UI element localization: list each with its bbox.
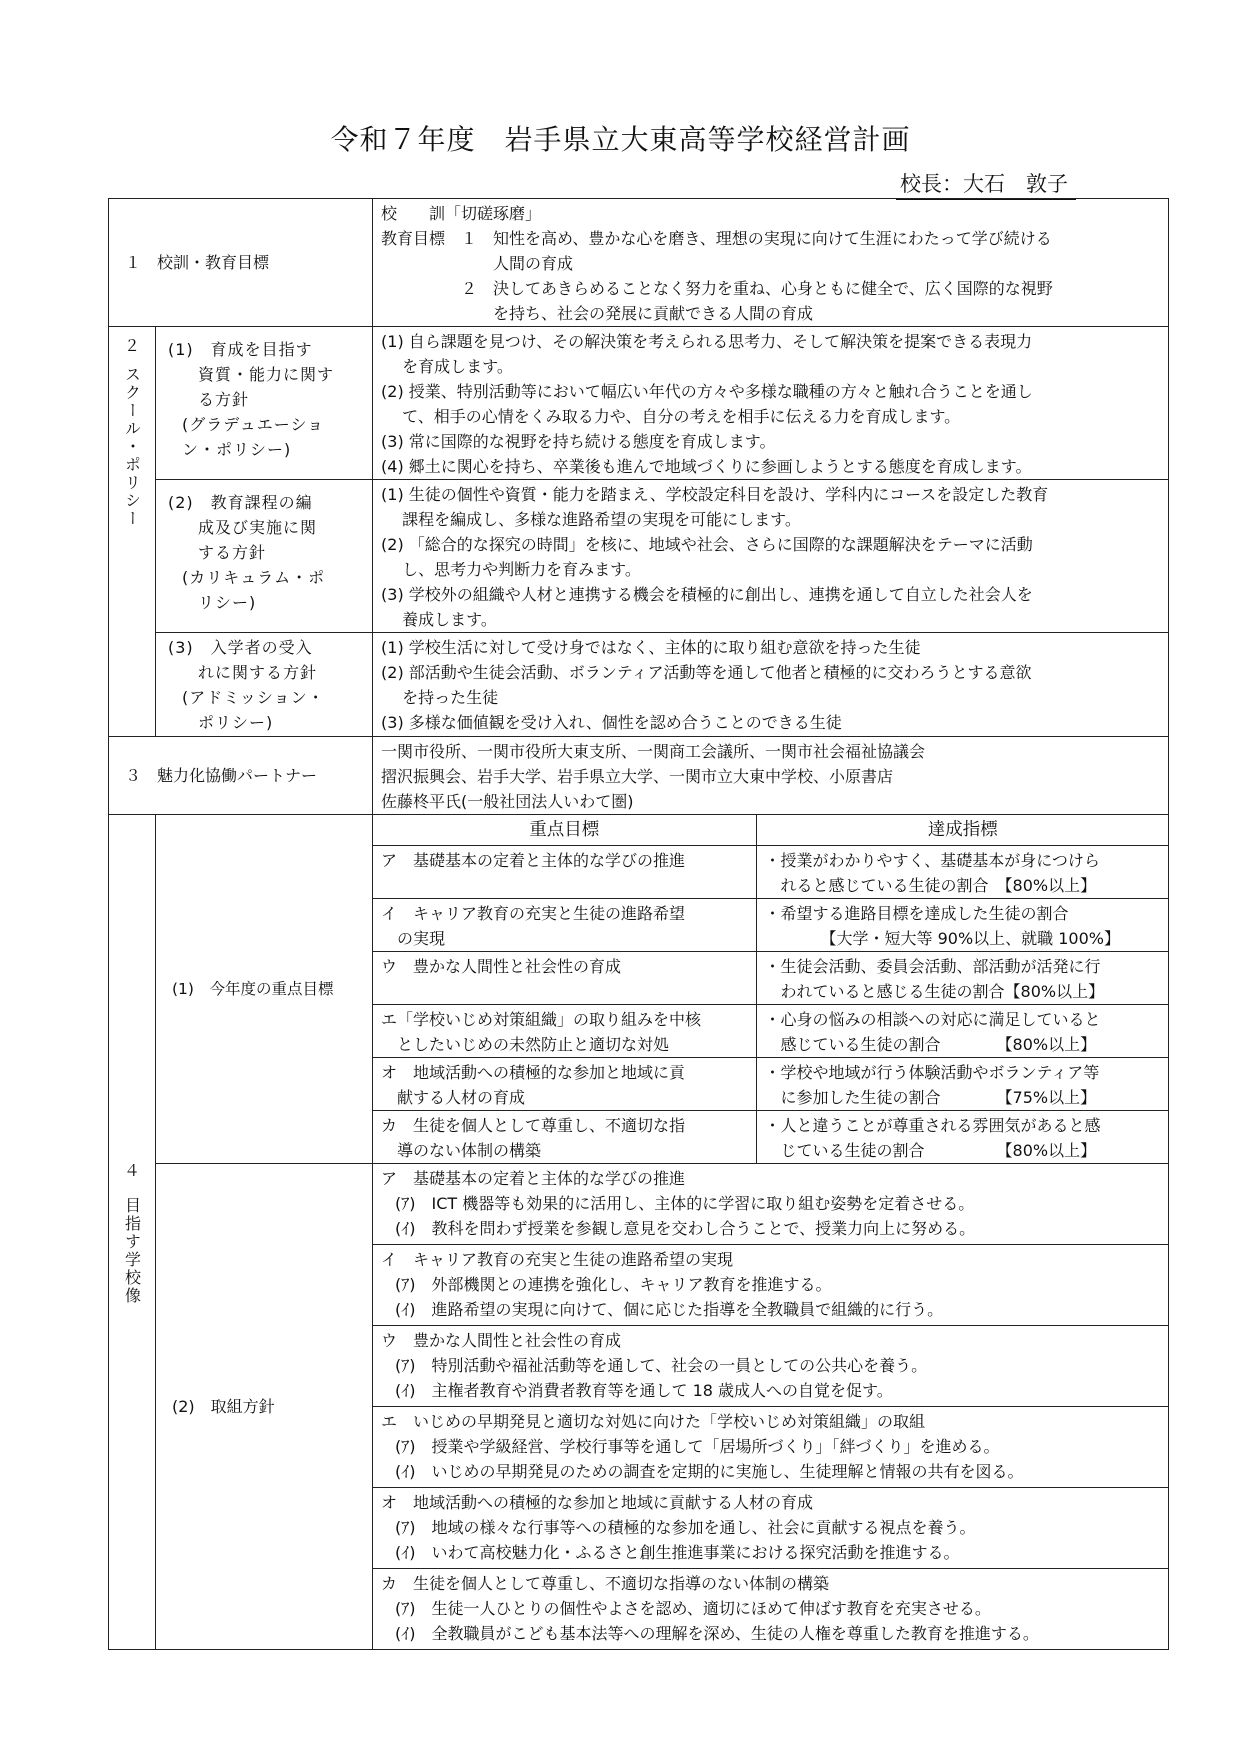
approach-item: (ｱ) 特別活動や福祉活動等を通して、社会の一員としての公共心を養う。 [395,1356,928,1375]
indicator-text: ・授業がわかりやすく、基礎基本が身につけら [764,851,1100,870]
section-3-label: ３ 魅力化協働パートナー [109,737,373,815]
approach-item: (ｱ) ICT 機器等も効果的に活用し、主体的に学習に取り組む姿勢を定着させる。 [395,1194,975,1213]
goal-text: イ キャリア教育の充実と生徒の進路希望 [381,904,686,923]
indicator-text: われていると感じる生徒の割合【80%以上】 [764,982,1105,1001]
partner-line: 佐藤柊平氏(一般社団法人いわて圏) [381,792,634,811]
indicator-text: ・人と違うことが尊重される雰囲気があると感 [764,1116,1101,1135]
policy-approach-cell [373,1164,1169,1650]
goal-line: 教育目標 １ 知性を高め、豊かな心を磨き、理想の実現に向けて生涯にわたって学び続ける [381,229,1052,248]
policy-item: (2) 「総合的な探究の時間」を核に、地域や社会、さらに国際的な課題解決をテーマに活動 [381,535,1033,554]
policy-approach-label: (2) 取組方針 [156,1164,373,1650]
indicator-cell [756,1058,1169,1111]
indicator-cell [756,1005,1169,1058]
policy-label-line: 資質・能力に関す [198,365,335,384]
policy-3-row [109,633,1169,737]
approach-block [373,1569,1168,1649]
indicator-text: じている生徒の割合 【80%以上】 [764,1141,1097,1160]
approach-heading: オ 地域活動への積極的な参加と地域に貢献する人材の育成 [381,1493,814,1512]
approach-item: (ｱ) 生徒一人ひとりの個性やよさを認め、適切にほめて伸ばす教育を充実させる。 [395,1599,991,1618]
policy-label-line: る方針 [198,390,250,409]
policy-label-line: 成及び実施に関 [198,518,318,537]
approach-item: (ｲ) 主権者教育や消費者教育等を通して 18 歳成人への自覚を促す。 [395,1381,893,1400]
goal-text: カ 生徒を個人として尊重し、不適切な指 [381,1116,686,1135]
goal-text: 献する人材の育成 [381,1088,526,1107]
approach-item: (ｱ) 地域の様々な行事等への積極的な参加を通し、社会に貢献する視点を養う。 [395,1518,976,1537]
goal-cell [373,899,756,952]
policy-label-line: ポリシー) [198,713,274,732]
policy-item: (2) 授業、特別活動等において幅広い年代の方々や多様な職種の方々と触れ合うことを通し [381,382,1033,401]
table-row [373,1058,1169,1111]
approach-item: (ｱ) 外部機関との連携を強化し、キャリア教育を推進する。 [395,1275,832,1294]
approach-item: (ｲ) 全教職員がこども基本法等への理解を深め、生徒の人権を尊重した教育を推進する。 [395,1624,1039,1643]
policy-item: (1) 自ら課題を見つけ、その解決策を考えられる思考力、そして解決策を提案できる表現力 [381,332,1033,351]
goal-cell [373,846,756,899]
policy-2-row [109,480,1169,633]
approach-item: (ｲ) いじめの早期発見のための調査を定期的に実施し、生徒理解と情報の共有を図る。 [395,1462,1024,1481]
section-3-row [109,737,1169,815]
policy-label-line: ン・ポリシー) [182,440,292,459]
management-plan-table [108,198,1169,1650]
goal-text: 導のない体制の構築 [381,1141,542,1160]
col-header-goal: 重点目標 [373,815,756,846]
policy-item: (1) 学校生活に対して受け身ではなく、主体的に取り組む意欲を持った生徒 [381,638,921,657]
approach-block [373,1488,1168,1569]
indicator-cell [756,1111,1169,1164]
section-4-number: ４ [123,1161,140,1180]
goal-text: エ「学校いじめ対策組織」の取り組みを中核 [381,1010,702,1029]
goal-text: としたいじめの未然防止と適切な対処 [381,1035,670,1054]
partner-line: 一関市役所、一関市役所大東支所、一関商工会議所、一関市社会福祉協議会 [381,742,926,761]
policy-item: を持った生徒 [381,688,499,707]
goal-text: の実現 [381,929,446,948]
indicator-cell [756,846,1169,899]
indicator-text: ・生徒会活動、委員会活動、部活動が活発に行 [764,957,1101,976]
policy-label-line: (3) 入学者の受入 [168,638,313,657]
section-4-priority-row [109,815,1169,1164]
partner-line: 摺沢振興会、岩手大学、岩手県立大学、一関市立大東中学校、小原書店 [381,767,894,786]
table-row [373,1111,1169,1164]
approach-heading: エ いじめの早期発見と適切な対処に向けた「学校いじめ対策組織」の取組 [381,1412,926,1431]
indicator-text: 感じている生徒の割合 【80%以上】 [764,1035,1097,1054]
policy-label-line: (グラデュエーショ [182,415,325,434]
policy-item: (3) 多様な価値観を受け入れ、個性を認め合うことのできる生徒 [381,713,842,732]
policy-item: を育成します。 [381,357,513,376]
indicator-cell [756,899,1169,952]
section-2-number: ２ [123,336,140,355]
policy-label-line: (2) 教育課程の編 [168,493,313,512]
goal-line: を持ち、社会の発展に貢献できる人間の育成 [381,304,814,323]
partners-list [373,737,1169,815]
table-row [373,899,1169,952]
section-1-row [109,199,1169,327]
approach-item: (ｲ) いわて高校魅力化・ふるさと創生推進事業における探究活動を推進する。 [395,1543,960,1562]
policy-item: (4) 郷土に関心を持ち、卒業後も進んで地域づくりに参画しようとする態度を育成します。 [381,457,1032,476]
policy-item: 養成します。 [381,610,497,629]
school-motto: 校 訓「切磋琢磨」 [381,204,542,223]
section-2-label [109,327,156,737]
table-row [373,952,1169,1005]
goal-text: オ 地域活動への積極的な参加と地域に貢 [381,1063,686,1082]
goal-cell [373,1058,756,1111]
policy-item: (3) 常に国際的な視野を持ち続ける態度を育成します。 [381,432,776,451]
indicator-text: 【大学・短大等 90%以上、就職 100%】 [764,929,1120,948]
policy-2-items [373,480,1169,633]
approach-block [373,1245,1168,1326]
policy-label-line: する方針 [198,543,267,562]
goal-cell [373,952,756,1005]
section-2-vertical-text: スクール・ポリシー [122,366,142,528]
policy-2-label [156,480,373,633]
goal-text: ア 基礎基本の定着と主体的な学びの推進 [381,851,686,870]
section-1-label: １ 校訓・教育目標 [109,199,373,327]
section-1-content [373,199,1169,327]
policy-label-line: (1) 育成を目指す [168,340,313,359]
goal-cell [373,1005,756,1058]
approach-heading: ア 基礎基本の定着と主体的な学びの推進 [381,1169,686,1188]
indicator-text: ・学校や地域が行う体験活動やボランティア等 [764,1063,1100,1082]
approach-heading: カ 生徒を個人として尊重し、不適切な指導のない体制の構築 [381,1574,830,1593]
table-row [373,1005,1169,1058]
approach-item: (ｲ) 進路希望の実現に向けて、個に応じた指導を全教職員で組織的に行う。 [395,1300,944,1319]
section-4-label [109,815,156,1650]
policy-1-row [109,327,1169,480]
approach-block [373,1326,1168,1407]
indicator-text: れると感じている生徒の割合 【80%以上】 [764,876,1097,895]
policy-label-line: (アドミッション・ [182,688,325,707]
approach-heading: イ キャリア教育の充実と生徒の進路希望の実現 [381,1250,734,1269]
approach-block [373,1407,1168,1488]
approach-block [373,1164,1168,1245]
policy-item: (1) 生徒の個性や資質・能力を踏まえ、学校設定科目を設け、学科内にコースを設定した教育 [381,485,1049,504]
table-row [373,846,1169,899]
policy-item: て、相手の心情をくみ取る力や、自分の考えを相手に伝える力を育成します。 [381,407,961,426]
goal-text: ウ 豊かな人間性と社会性の育成 [381,957,622,976]
goal-line: ２ 決してあきらめることなく努力を重ね、心身ともに健全で、広く国際的な視野 [381,279,1053,298]
principal-name: 校長：大石 敦子 [896,168,1076,200]
indicator-cell [756,952,1169,1005]
indicator-text: ・心身の悩みの相談への対応に満足していると [764,1010,1101,1029]
policy-3-items [373,633,1169,737]
approach-heading: ウ 豊かな人間性と社会性の育成 [381,1331,622,1350]
page-title: 令和７年度 岩手県立大東高等学校経営計画 [330,123,911,156]
goal-line: 人間の育成 [381,254,574,273]
section-4-policy-row [109,1164,1169,1650]
priority-table-cell [373,815,1169,1164]
policy-item: (2) 部活動や生徒会活動、ボランティア活動等を通して他者と積極的に交わろうとする意欲 [381,663,1032,682]
policy-3-label [156,633,373,737]
approach-item: (ｲ) 教科を問わず授業を参観し意見を交わし合うことで、授業力向上に努める。 [395,1219,976,1238]
col-header-indicator: 達成指標 [756,815,1169,846]
indicator-text: に参加した生徒の割合 【75%以上】 [764,1088,1097,1107]
policy-item: (3) 学校外の組織や人材と連携する機会を積極的に創出し、連携を通して自立した社会人を [381,585,1033,604]
priority-label: (1) 今年度の重点目標 [156,815,373,1164]
section-4-vertical-text: 目指す学校像 [122,1197,142,1305]
policy-label-line: れに関する方針 [198,663,318,682]
indicator-text: ・希望する進路目標を達成した生徒の割合 [764,904,1069,923]
priority-table [373,815,1169,1163]
policy-label-line: (カリキュラム・ポ [182,568,326,587]
policy-1-items [373,327,1169,480]
policy-1-label [156,327,373,480]
goal-cell [373,1111,756,1164]
policy-item: し、思考力や判断力を育みます。 [381,560,641,579]
approach-item: (ｱ) 授業や学級経営、学校行事等を通して「居場所づくり」「絆づくり」を進める。 [395,1437,1000,1456]
policy-item: 課程を編成し、多様な進路希望の実現を可能にします。 [381,510,801,529]
policy-label-line: リシー) [198,593,257,612]
